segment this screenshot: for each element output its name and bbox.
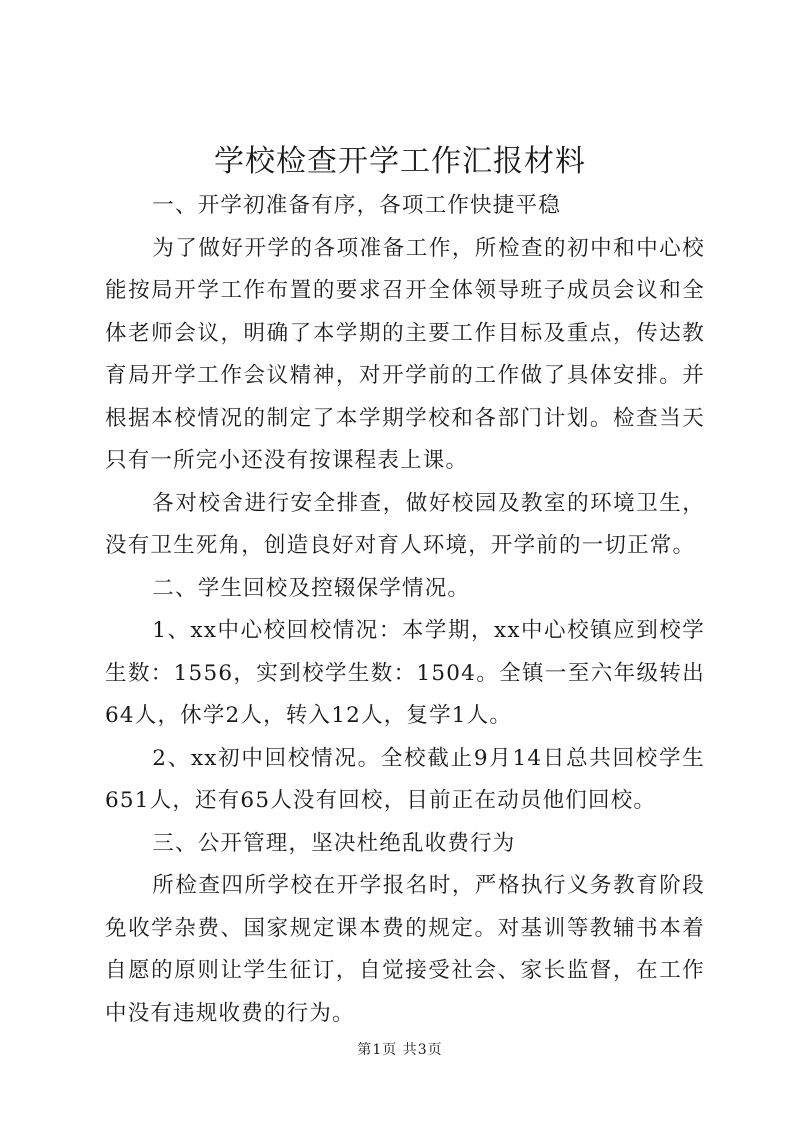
section-heading-1: 一、开学初准备有序，各项工作快捷平稳 [152,193,561,218]
paragraph-center-school-return: 1、xx中心校回校情况：本学期，xx中心校镇应到校学生数：1556，实到校学生数：1504。全镇一至六年级转出64人，休学2人，转入12人，复学1人。 [105,618,705,728]
section-heading-3: 三、公开管理，坚决杜绝乱收费行为 [152,830,516,856]
section-heading-2: 二、学生回校及控辍保学情况。 [152,575,471,601]
page-number-footer: 第1页 共3页 [357,1042,443,1058]
paragraph-middle-school-return: 2、xx初中回校情况。全校截止9月14日总共回校学生651人，还有65人没有回校，目前正在动员他们回校。 [105,745,705,813]
paragraph-safety-check: 各对校舍进行安全排查，做好校园及教室的环境卫生，没有卫生死角，创造良好对育人环境，开学前的一切正常。 [105,490,705,558]
paragraph-fees: 所检查四所学校在开学报名时，严格执行义务教育阶段免收学杂费、国家规定课本费的规定。对基训等教辅书本着自愿的原则让学生征订，自觉接受社会、家长监督，在工作中没有违规收费的行为。 [105,873,705,1026]
document-title: 学校检查开学工作汇报材料 [214,144,586,179]
paragraph-preparation: 为了做好开学的各项准备工作，所检查的初中和中心校能按局开学工作布置的要求召开全体领导班子成员会议和全体老师会议，明确了本学期的主要工作目标及重点，传达教育局开学工作会议精神，对开学前的工作做了具体安排。并根据本校情况的制定了本学期学校和各部门计划。检查当天只有一所完小还没有按课程表上课。 [105,235,705,473]
document-body [105,185,705,1035]
